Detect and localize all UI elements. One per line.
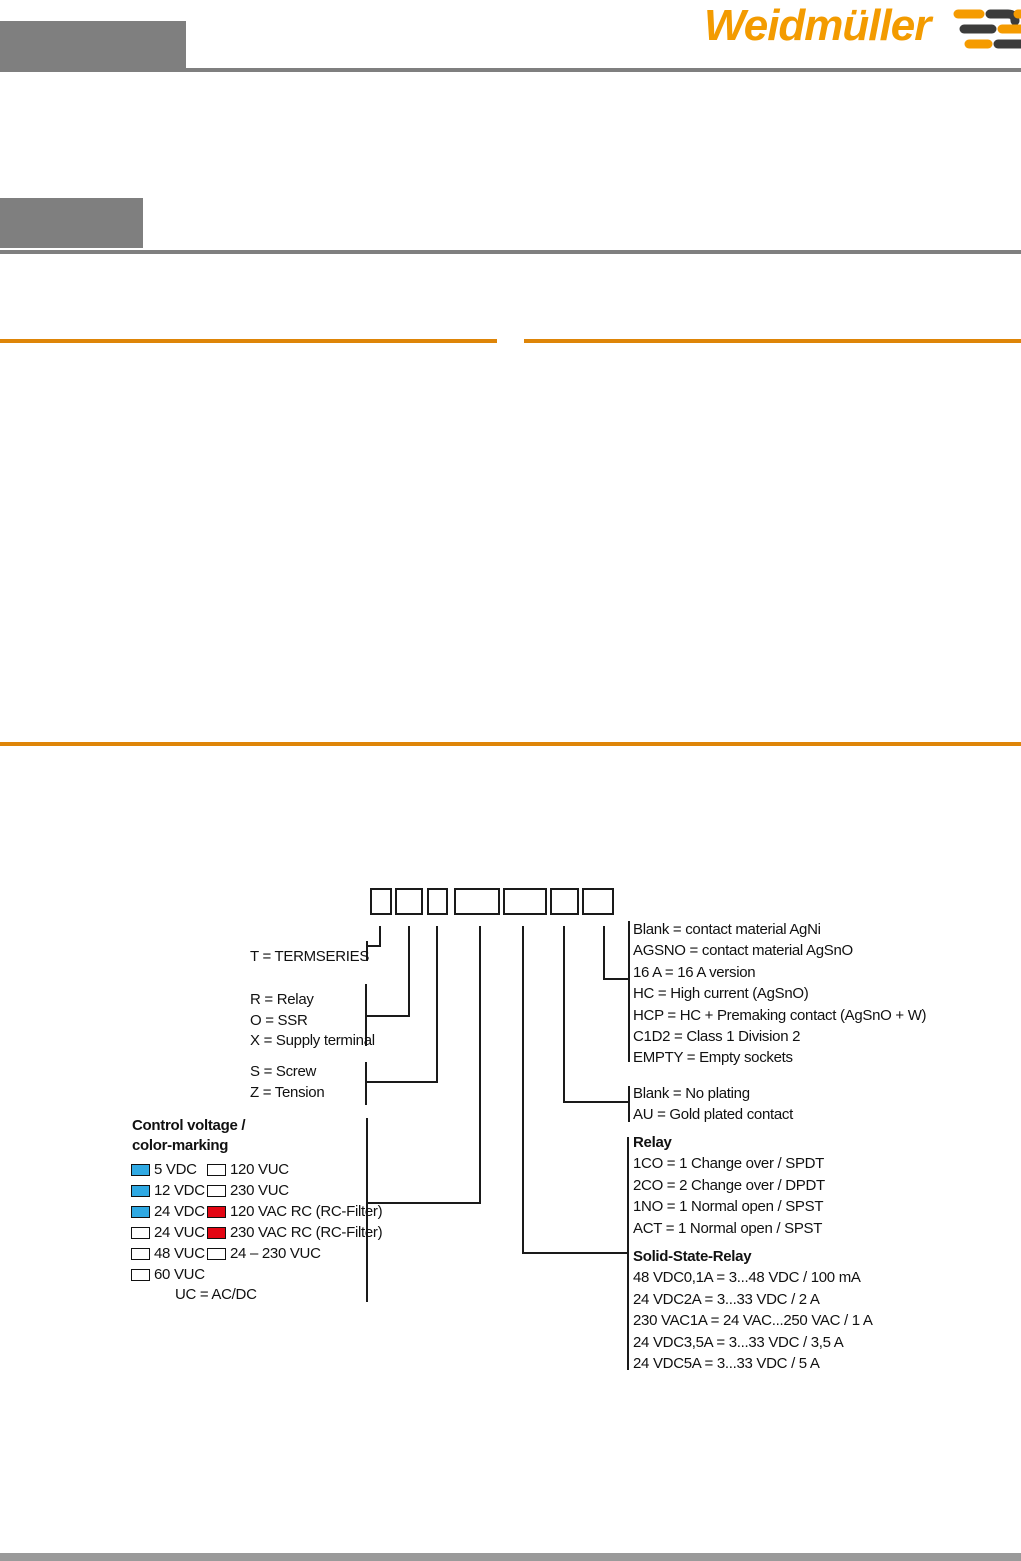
list-item: ACT = 1 Normal open / SPST — [633, 1219, 823, 1237]
legend-label: 48 VUC — [154, 1245, 205, 1262]
connector-line — [603, 926, 605, 980]
list-item: HC = High current (AgSnO) — [633, 985, 809, 1003]
legend-label: 120 VAC RC (RC-Filter) — [230, 1203, 383, 1220]
connection-label-tension: Z = Tension — [250, 1084, 325, 1101]
list-item: 1CO = 1 Change over / SPDT — [633, 1155, 825, 1173]
list-item: AGSNO = contact material AgSnO — [633, 942, 853, 960]
color-swatch — [131, 1248, 150, 1260]
section-title-block — [0, 198, 143, 248]
list-item: C1D2 = Class 1 Division 2 — [633, 1027, 801, 1045]
code-position-box-4 — [454, 888, 500, 915]
contact-material-list — [633, 919, 926, 1069]
connector-line — [628, 1086, 630, 1122]
color-swatch — [131, 1185, 150, 1197]
series-label: T = TERMSERIES — [250, 948, 370, 965]
connector-line — [366, 945, 381, 947]
list-item: 48 VDC0,1A = 3...48 VDC / 100 mA — [633, 1269, 861, 1287]
type-label-relay: R = Relay — [250, 991, 314, 1008]
legend-label: 230 VUC — [230, 1182, 289, 1199]
divider-rule — [0, 742, 1021, 746]
footer-bar — [0, 1553, 1021, 1561]
list-item: 24 VDC2A = 3...33 VDC / 2 A — [633, 1290, 820, 1308]
connector-line — [365, 1015, 410, 1017]
list-item: 230 VAC1A = 24 VAC...250 VAC / 1 A — [633, 1312, 873, 1330]
connector-line — [379, 926, 381, 947]
legend-row — [131, 1243, 382, 1264]
list-item: 16 A = 16 A version — [633, 963, 756, 981]
legend-label: 120 VUC — [230, 1161, 289, 1178]
connector-line — [603, 978, 630, 980]
list-item: 24 VDC3,5A = 3...33 VDC / 3,5 A — [633, 1333, 844, 1351]
connector-line — [522, 1252, 629, 1254]
legend-row — [131, 1180, 382, 1201]
list-item: Blank = contact material AgNi — [633, 921, 821, 938]
legend-label: 24 VUC — [154, 1224, 205, 1241]
column-rule-right — [524, 339, 1021, 343]
code-position-box-1 — [370, 888, 392, 915]
code-position-box-7 — [582, 888, 614, 915]
header-title-block — [0, 21, 186, 68]
list-item: HCP = HC + Premaking contact (AgSnO + W) — [633, 1006, 927, 1024]
color-swatch — [207, 1206, 226, 1218]
legend-row — [131, 1159, 382, 1180]
legend-label: 24 – 230 VUC — [230, 1245, 321, 1262]
title-line: Control voltage / — [132, 1117, 246, 1134]
list-item: 1NO = 1 Normal open / SPST — [633, 1198, 824, 1216]
color-marking-legend — [131, 1159, 382, 1285]
legend-label: 5 VDC — [154, 1161, 197, 1178]
legend-row — [131, 1201, 382, 1222]
weidmueller-logo-icon — [952, 7, 1021, 51]
legend-row — [131, 1222, 382, 1243]
connector-line — [408, 926, 410, 1016]
connector-line — [365, 1081, 438, 1083]
header-rule — [0, 68, 1021, 72]
control-voltage-title — [132, 1116, 245, 1156]
ssr-list — [633, 1246, 873, 1374]
code-position-box-5 — [503, 888, 547, 915]
connector-line — [522, 926, 524, 1254]
connector-line — [366, 1202, 481, 1204]
section-rule — [0, 250, 1021, 254]
color-swatch — [207, 1185, 226, 1197]
list-item: 2CO = 2 Change over / DPDT — [633, 1176, 825, 1194]
color-swatch — [207, 1248, 226, 1260]
connection-label-screw: S = Screw — [250, 1063, 317, 1080]
relay-list — [633, 1132, 825, 1239]
connector-line — [436, 926, 438, 1082]
color-swatch — [131, 1164, 150, 1176]
color-swatch — [131, 1227, 150, 1239]
list-item: AU = Gold plated contact — [633, 1106, 793, 1124]
color-swatch — [207, 1164, 226, 1176]
column-rule-left — [0, 339, 497, 343]
connector-line — [479, 926, 481, 1204]
legend-label: 230 VAC RC (RC-Filter) — [230, 1224, 383, 1241]
code-position-box-2 — [395, 888, 423, 915]
color-swatch — [131, 1206, 150, 1218]
legend-label: 60 VUC — [154, 1266, 205, 1283]
ssr-title: Solid-State-Relay — [633, 1248, 752, 1265]
list-item: Blank = No plating — [633, 1085, 750, 1102]
uc-note: UC = AC/DC — [175, 1286, 257, 1303]
type-label-supply: X = Supply terminal — [250, 1032, 375, 1049]
connector-line — [628, 921, 630, 1062]
legend-row — [131, 1264, 382, 1285]
connector-line — [563, 926, 565, 1103]
brand-logo-text: Weidmüller — [704, 1, 931, 50]
list-item: 24 VDC5A = 3...33 VDC / 5 A — [633, 1354, 820, 1372]
type-label-ssr: O = SSR — [250, 1012, 308, 1029]
plating-list — [633, 1083, 793, 1126]
color-swatch — [131, 1269, 150, 1281]
relay-title: Relay — [633, 1134, 672, 1151]
color-swatch — [207, 1227, 226, 1239]
legend-label: 24 VDC — [154, 1203, 205, 1220]
code-position-box-6 — [550, 888, 579, 915]
code-position-box-3 — [427, 888, 448, 915]
list-item: EMPTY = Empty sockets — [633, 1049, 793, 1067]
connector-line — [563, 1101, 630, 1103]
title-line: color-marking — [132, 1137, 229, 1154]
connector-line — [627, 1137, 629, 1370]
connector-line — [365, 1062, 367, 1105]
legend-label: 12 VDC — [154, 1182, 205, 1199]
